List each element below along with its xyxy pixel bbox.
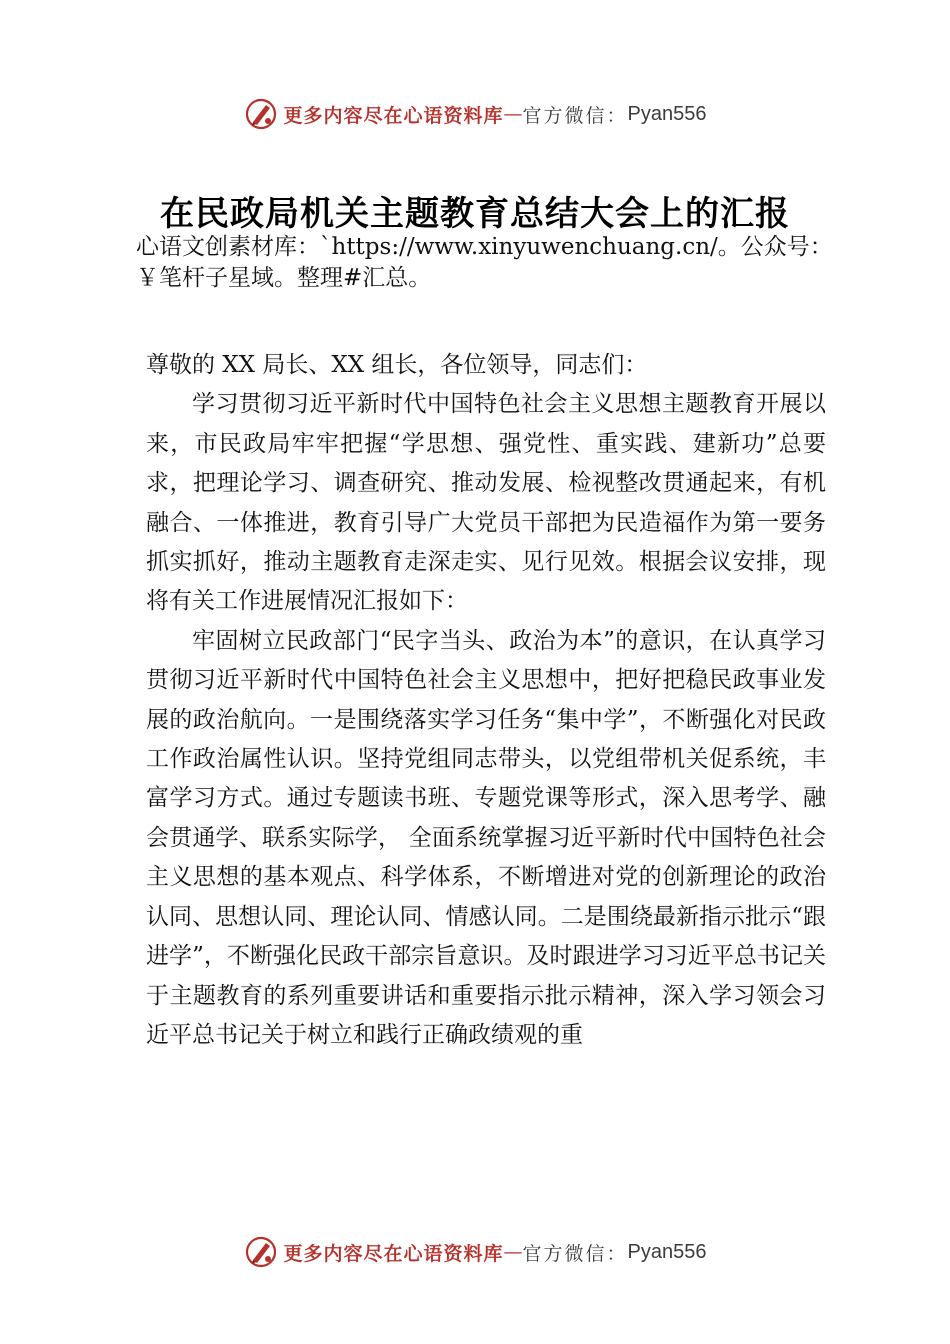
banner-wechat-id: Pyan556 [627,102,707,125]
paragraph-intro: 学习贯彻习近平新时代中国特色社会主义思想主题教育开展以来，市民政局牢牢把握“学思想、强党性、重实践、建新功”总要求，把理论学习、调查研究、推动发展、检视整改贯通起来，有机融合、一体推进，教育引导广大党员干部把为民造福作为第一要务抓实抓好，推动主题教育走深走实、见行见效。根据会议安排，现将有关工作进展情况汇报如下： [146,391,826,615]
banner-official-label: 官方微信： [522,104,628,127]
banner-slogan: 更多内容尽在心语资料库 [283,104,504,127]
source-line: 心语文创素材库：`https://www.xinyuwenchuang.cn/。公众号：￥笔杆子星域。整理#汇总。 [136,234,833,291]
header-banner [0,92,950,136]
salutation: 尊敬的 XX 局长、XX 组长，各位领导，同志们： [146,352,648,378]
banner-wechat-id: Pyan556 [627,1240,707,1263]
banner-slogan: 更多内容尽在心语资料库 [283,1242,504,1265]
banner-official-label: 官方微信： [522,1242,628,1265]
footer-banner [0,1230,950,1274]
banner-dash: — [503,103,523,125]
document-body [146,346,826,1055]
banner-dash: — [503,1241,523,1263]
document-title: 在民政局机关主题教育总结大会上的汇报 [160,194,790,234]
pen-logo-icon [244,97,278,131]
pen-logo-icon [244,1235,278,1269]
paragraph-main: 牢固树立民政部门“民字当头、政治为本”的意识，在认真学习贯彻习近平新时代中国特色社会主义思想中，把好把稳民政事业发展的政治航向。一是围绕落实学习任务“集中学”，不断强化对民政工作政治属性认识。坚持党组同志带头，以党组带机关促系统，丰富学习方式。通过专题读书班、专题党课等形式，深入思考学、融会贯通学、联系实际学， 全面系统掌握习近平新时代中国特色社会主义思想的基本观点、科学体系，不断增进对党的创新理论的政治认同、思想认同、理论认同、情感认同。二是围绕最新指示批示“跟进学”，不断强化民政干部宗旨意识。及时跟进学习习近平总书记关于主题教育的系列重要讲话和重要指示批示精神，深入学习领会习近平总书记关于树立和践行正确政绩观的重 [146,627,826,1048]
